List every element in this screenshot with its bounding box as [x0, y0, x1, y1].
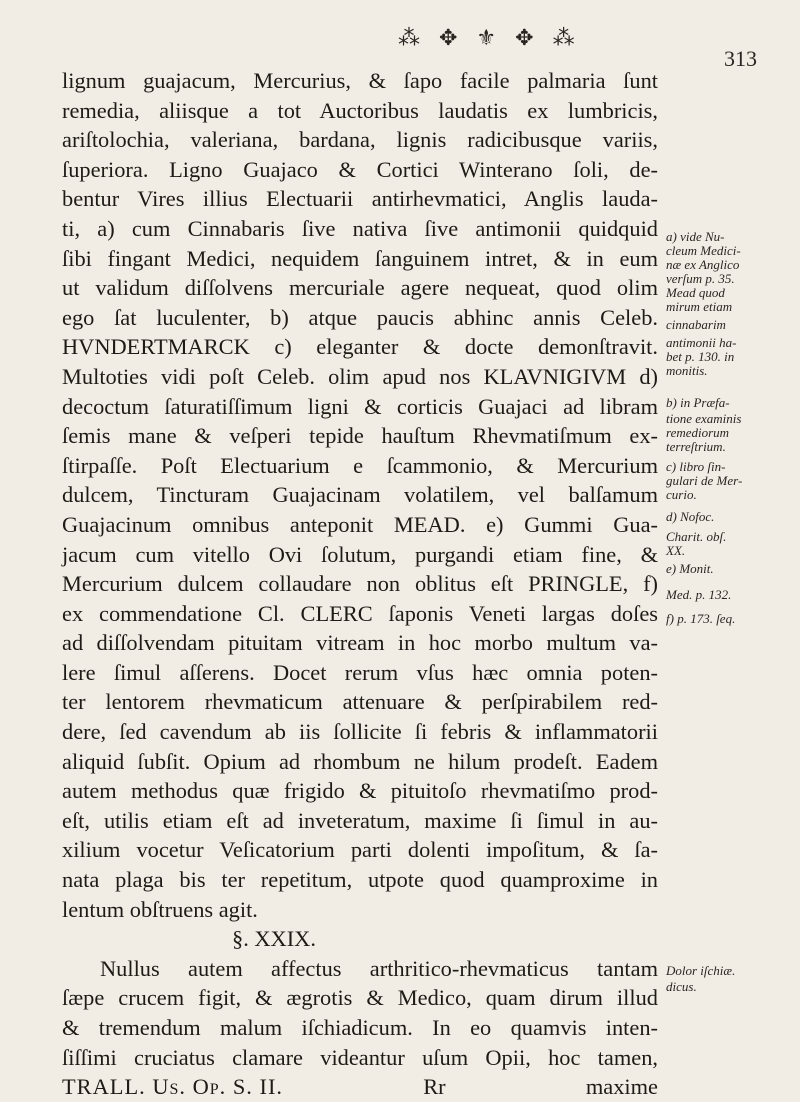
margin-note: gulari de Mer-	[666, 473, 743, 488]
paragraph-2	[62, 954, 658, 1072]
margin-note: Med. p. 132.	[666, 587, 732, 602]
margin-note: cleum Medici-	[666, 243, 741, 258]
text-line: ſtirpaſſe. Poſt Electuarium e ſcammonio, & Mercurium	[62, 452, 658, 478]
margin-note: bet p. 130. in	[666, 349, 735, 364]
text-line: lentum obſtruens agit.	[62, 896, 258, 922]
margin-note: Charit. obſ.	[666, 529, 727, 544]
text-line: ſæpe crucem figit, & ægrotis & Medico, quam dirum illud	[62, 985, 658, 1011]
text-line: eſt, utilis etiam eſt ad inveteratum, maxime ſi ſimul in au-	[62, 807, 658, 833]
text-line: autem methodus quæ frigido & pituitoſo rhevmatiſmo prod-	[62, 778, 658, 804]
text-line: dere, ſed cavendum ab iis ſollicite ſi febris & inflammatorii	[62, 719, 658, 745]
margin-note: XX.	[666, 543, 686, 558]
text-line: ter lentorem rhevmaticum attenuare & perſpirabilem red-	[62, 689, 658, 715]
signature-mark: Rr	[423, 1074, 446, 1100]
text-line: nata plaga bis ter repetitum, utpote quod quamproxime in	[62, 867, 658, 893]
text-line: ſibi fingant Medici, nequidem ſanguinem intret, & in eum	[62, 245, 658, 271]
margin-note: tione examinis	[666, 411, 742, 426]
text-line: & tremendum malum iſchiadicum. In eo quamvis inten-	[62, 1015, 658, 1040]
margin-note: Dolor iſchiæ.	[666, 963, 736, 978]
margin-note: d) Nofoc.	[666, 509, 715, 524]
header-ornament: ⁂ ✥ ⚜ ✥ ⁂	[398, 26, 581, 51]
margin-note: dicus.	[666, 979, 697, 994]
text-line: aliquid ſubſit. Opium ad rhombum ne hilum prodeſt. Eadem	[62, 748, 658, 774]
text-line: ſuperiora. Ligno Guajaco & Cortici Winterano ſoli, de-	[62, 156, 658, 182]
text-line: xilium vocetur Veſicatorium parti dolenti impoſitum, & ſa-	[62, 837, 658, 863]
text-line: Mercurium dulcem collaudare non oblitus eſt PRINGLE, f)	[62, 571, 658, 597]
margin-note: curio.	[666, 487, 697, 502]
text-line: ſemis mane & veſperi tepide hauſtum Rhevmatiſmum ex-	[62, 423, 658, 449]
paragraph-1	[62, 66, 658, 924]
margin-note: cinnabarim	[666, 317, 726, 332]
margin-note: næ ex Anglico	[666, 257, 740, 272]
text-line: remedia, aliisque a tot Auctoribus laudatis ex lumbricis,	[62, 97, 658, 123]
text-line: ex commendatione Cl. CLERC ſaponis Veneti largas doſes	[62, 600, 658, 626]
text-line: decoctum ſaturatiſſimum ligni & corticis Guajaci ad libram	[62, 393, 658, 419]
text-line: ariſtolochia, valeriana, bardana, lignis radicibusque variis,	[62, 127, 658, 153]
margin-note: a) vide Nu-	[666, 229, 725, 244]
margin-note: terreſtrium.	[666, 439, 726, 454]
margin-note: remediorum	[666, 425, 730, 440]
text-line: bentur Vires illius Electuarii antirhevmatici, Anglis lauda-	[62, 186, 658, 212]
margin-note: verſum p. 35.	[666, 271, 735, 286]
margin-note: b) in Præfa-	[666, 395, 730, 410]
text-line: HVNDERTMARCK c) eleganter & docte demonſtravit.	[62, 334, 658, 360]
margin-note: e) Monit.	[666, 561, 714, 576]
text-line: jacum cum vitello Ovi ſolutum, purgandi etiam fine, &	[62, 541, 658, 567]
text-line: lignum guajacum, Mercurius, & ſapo facile palmaria ſunt	[62, 68, 658, 93]
margin-note: c) libro ſin-	[666, 459, 726, 474]
footer-reference: TRALL. Uſ. Op. S. II.	[62, 1074, 284, 1100]
section-heading: §. XXIX.	[232, 926, 316, 952]
text-line: ſiſſimi cruciatus clamare videantur uſum Opii, hoc tamen,	[62, 1044, 658, 1070]
margin-note: f) p. 173. ſeq.	[666, 611, 736, 626]
page-number: 313	[724, 46, 757, 71]
text-line: lere ſimul aſſerens. Docet rerum vſus hæc omnia poten-	[62, 659, 658, 685]
footer-line	[62, 1072, 658, 1102]
text-line: ti, a) cum Cinnabaris ſive nativa ſive antimonii quidquid	[62, 215, 658, 241]
text-line: Multoties vidi poſt Celeb. olim apud nos KLAVNIGIVM d)	[62, 363, 658, 389]
body-text	[62, 66, 658, 1102]
text-line: Guajacinum omnibus anteponit MEAD. e) Gummi Gua-	[62, 511, 658, 537]
text-line: dulcem, Tincturam Guajacinam volatilem, vel balſamum	[62, 482, 658, 508]
text-line: ego ſat luculenter, b) atque paucis abhinc annis Celeb.	[62, 304, 658, 330]
text-line: ad diſſolvendam pituitam vitream in hoc morbo multum va-	[62, 630, 658, 656]
margin-note: monitis.	[666, 363, 708, 378]
margin-note: antimonii ha-	[666, 335, 737, 350]
margin-note: Mead quod	[666, 285, 725, 300]
margin-note: mirum etiam	[666, 299, 733, 314]
text-line: ut validum diſſolvens mercuriale agere nequeat, quod olim	[62, 275, 658, 301]
catchword: maxime	[585, 1074, 658, 1100]
page-header	[0, 16, 800, 71]
text-line: Nullus autem affectus arthritico-rhevmaticus tantam	[100, 955, 658, 981]
